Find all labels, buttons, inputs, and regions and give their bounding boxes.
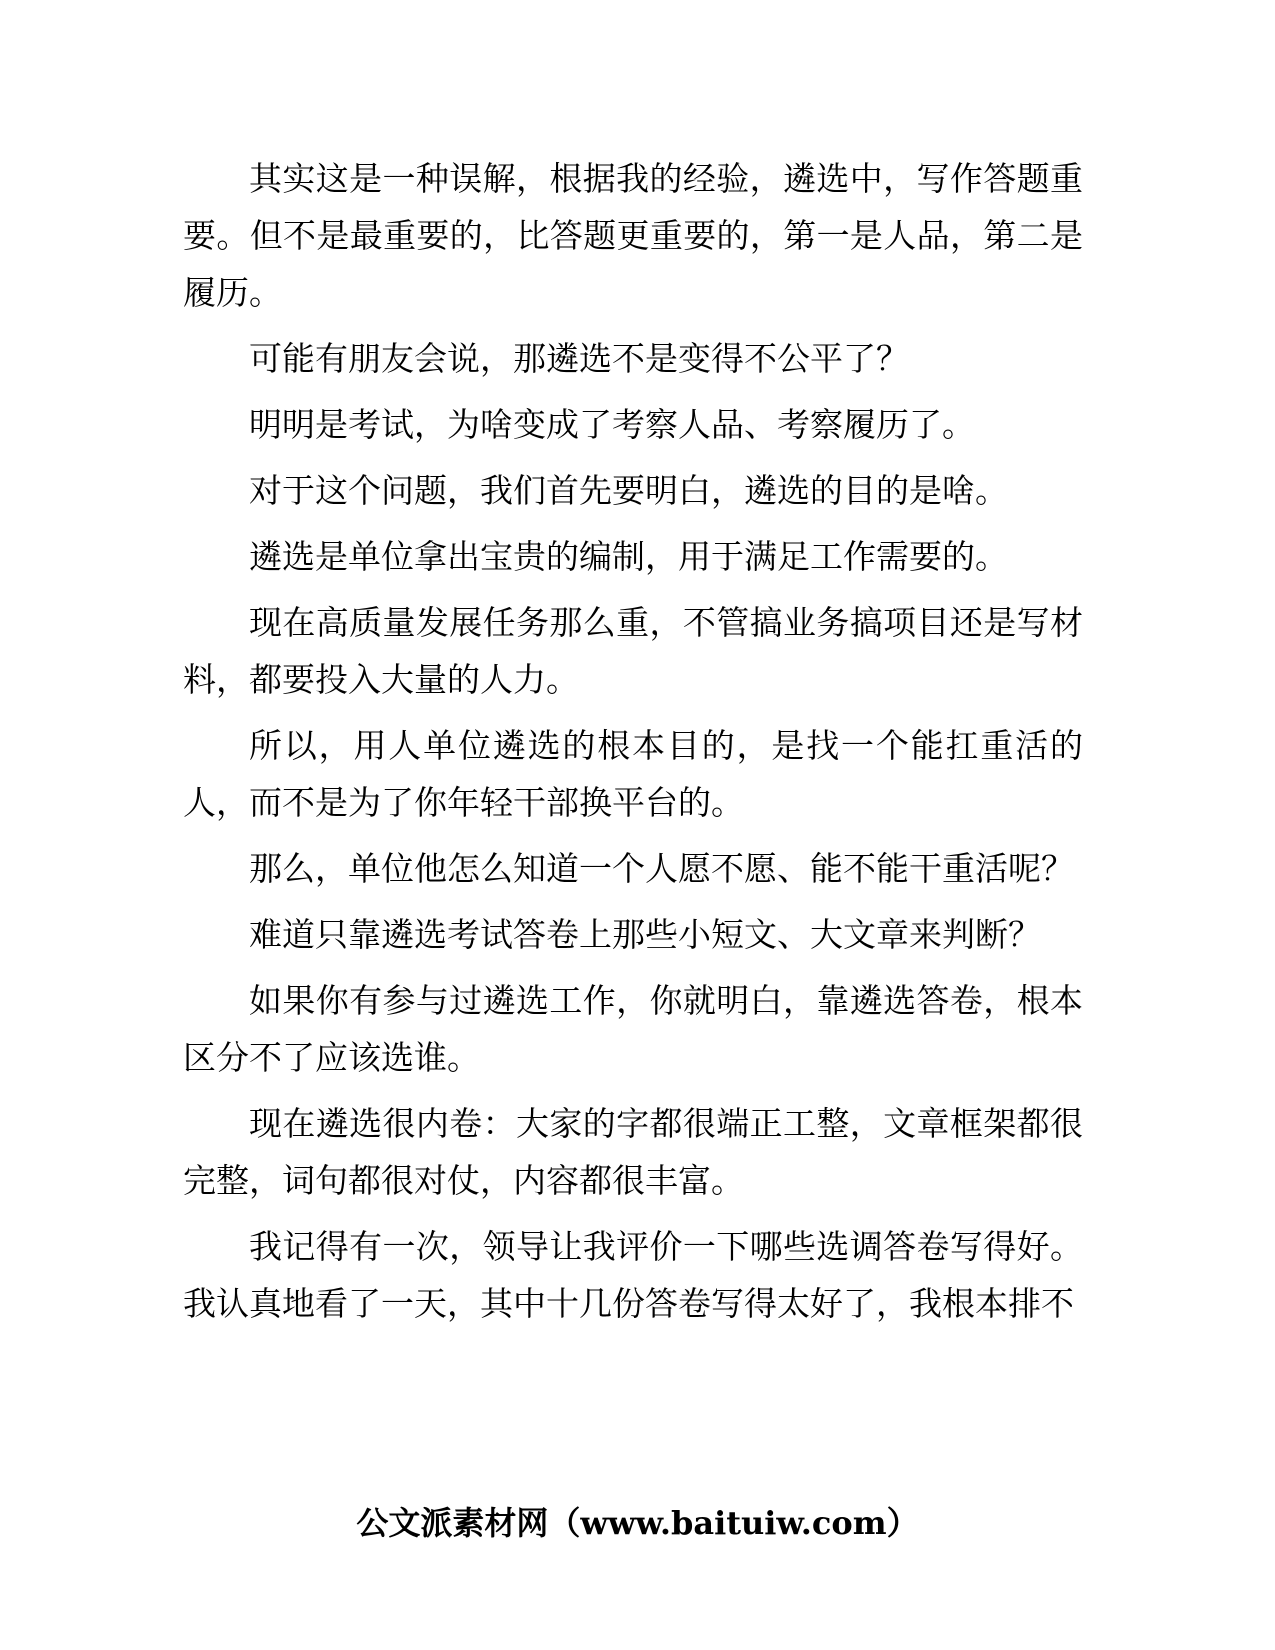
paragraph-5: 遴选是单位拿出宝贵的编制，用于满足工作需要的。 <box>249 537 1008 576</box>
paragraph-8: 那么，单位他怎么知道一个人愿不愿、能不能干重活呢？ <box>249 849 1074 888</box>
document-body <box>183 150 1083 1341</box>
paragraph-4: 对于这个问题，我们首先要明白，遴选的目的是啥。 <box>249 471 1008 510</box>
page-footer: 公文派素材网（www.baituiw.com） <box>356 1504 919 1542</box>
paragraph-1: 其实这是一种误解，根据我的经验，遴选中，写作答题重要。但不是最重要的，比答题更重要的，第一是人品，第二是履历。 <box>183 159 1083 312</box>
paragraph-11: 现在遴选很内卷：大家的字都很端正工整，文章框架都很完整，词句都很对仗，内容都很丰富。 <box>183 1104 1083 1200</box>
paragraph-2: 可能有朋友会说，那遴选不是变得不公平了？ <box>249 339 909 378</box>
paragraph-9: 难道只靠遴选考试答卷上那些小短文、大文章来判断？ <box>249 915 1041 954</box>
paragraph-6: 现在高质量发展任务那么重，不管搞业务搞项目还是写材料，都要投入大量的人力。 <box>183 603 1083 699</box>
paragraph-3: 明明是考试，为啥变成了考察人品、考察履历了。 <box>249 405 975 444</box>
paragraph-10: 如果你有参与过遴选工作，你就明白，靠遴选答卷，根本区分不了应该选谁。 <box>183 981 1083 1077</box>
paragraph-7: 所以，用人单位遴选的根本目的，是找一个能扛重活的人，而不是为了你年轻干部换平台的。 <box>183 726 1083 822</box>
paragraph-12: 我记得有一次，领导让我评价一下哪些选调答卷写得好。我认真地看了一天，其中十几份答卷写得太好了，我根本排不 <box>183 1227 1083 1323</box>
